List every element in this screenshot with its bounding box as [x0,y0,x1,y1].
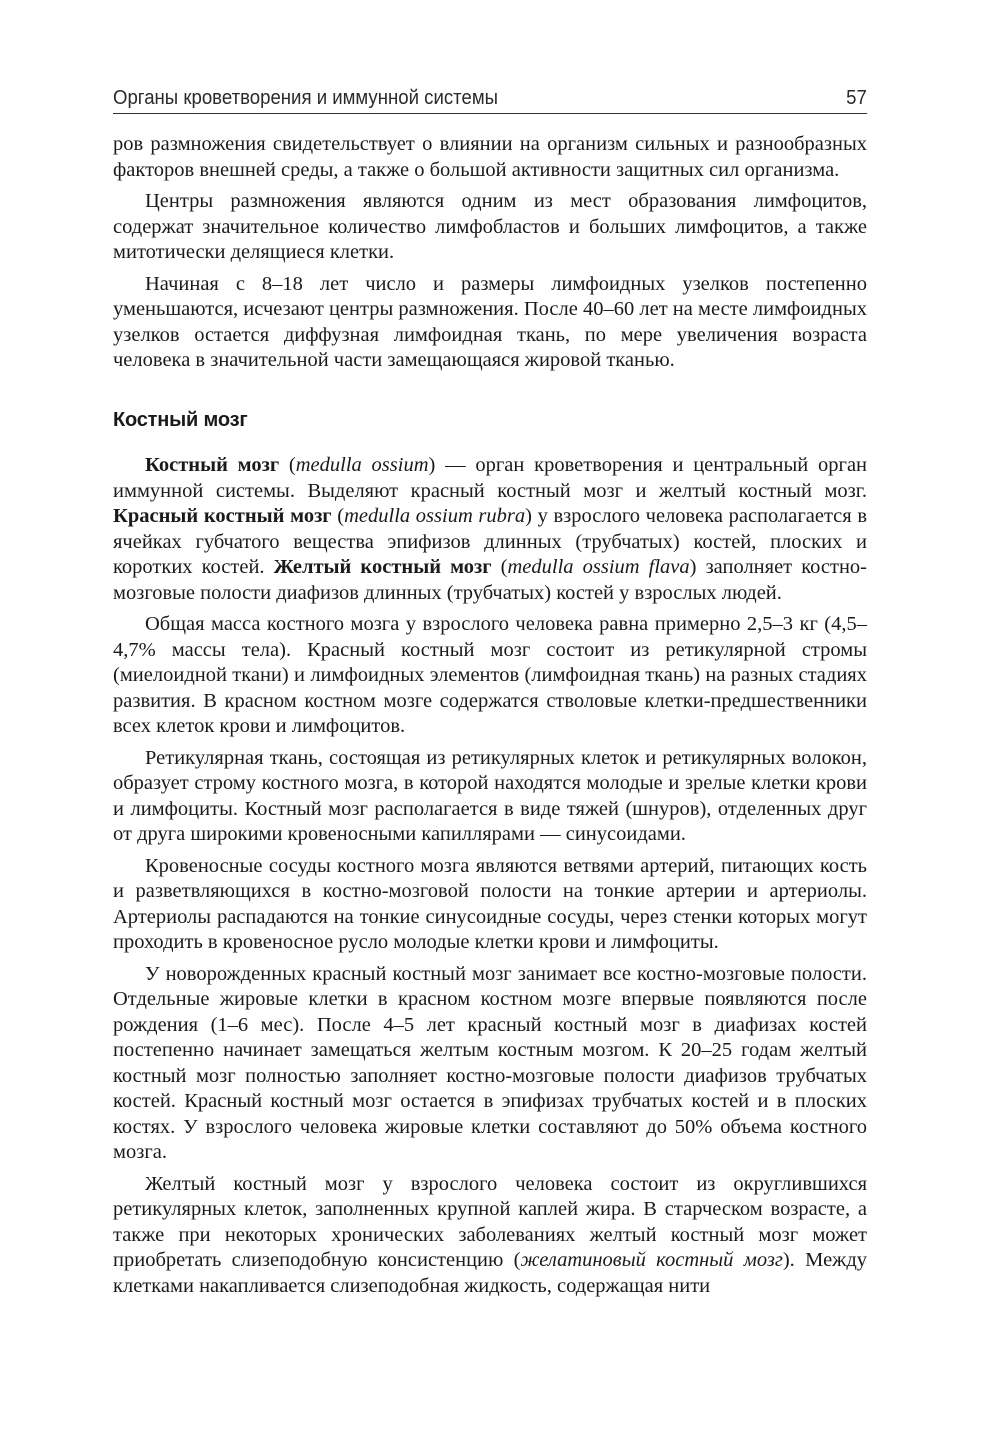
paragraph-yellow-marrow: Желтый костный мозг у взрослого человека состоит из округлившихся ретикулярных клеток, заполненных крупной каплей жира. В старческом возрасте, а также при некоторых хронических заболеваниях желтый костный мозг может приобретать слизеподобную консистенцию (желатиновый костный мозг). Между клетками накапливается слизеподобная жидкость, содержащая нити [113,1172,868,1297]
paragraph-age-changes: Начиная с 8–18 лет число и размеры лимфоидных узелков постепенно уменьшаются, исчезают центры размножения. После 40–60 лет на месте лимфоидных узелков остается диффузная лимфоидная ткань, по мере увеличения возраста человека в значительной части замещающаяся жировой тканью. [113,272,867,371]
paragraph-vessels: Кровеносные сосуды костного мозга являются ветвями артерий, питающих кость и разветвляющихся в костно-мозговой полости на тонкие артерии и артериолы. Артериолы распадаются на тонкие синусоидные сосуды, через стенки которых могут проходить в кровеносное русло молодые клетки крови и лимфоциты. [113,854,867,953]
term-yellow-marrow: Желтый костный мозг [273,556,492,578]
paragraph-germinal-centers: Центры размножения являются одним из мест образования лимфоцитов, содержат значительное количество лимфобластов и больших лимфоцитов, а также митотически делящиеся клетки. [113,190,867,263]
running-header [113,86,867,114]
latin-term: medulla ossium [295,454,429,476]
paragraph-newborn: У новорожденных красный костный мозг занимает все костно-мозговые полости. Отдельные жировые клетки в красном костном мозге впервые появляются после рождения (1–6 мес). После 4–5 лет красный костный мозг в диафизах костей постепенно начинает замещаться желтым костным мозгом. К 20–25 годам желтый костный мозг полностью заполняет костно-мозговые полости диафизов трубчатых костей. Красный костный мозг остается в эпифизах трубчатых костей и в плоских костях. У взрослого человека жировые клетки составляют до 50% объема костного мозга. [113,962,867,1163]
term-red-marrow: Красный костный мозг [113,505,332,527]
term-bone-marrow: Костный мозг [145,454,280,476]
latin-term: medulla ossium flava [507,556,690,578]
paragraph-reticular: Ретикулярная ткань, состоящая из ретикулярных клеток и ретикулярных волокон, образует строму костного мозга, в которой находятся молодые и зрелые клетки крови и лимфоциты. Костный мозг располагается в виде тяжей (шнуров), отделенных друг от друга широкими кровеносными капиллярами — синусоидами. [113,746,867,845]
paragraph-continuation: ров размножения свидетельствует о влиянии на организм сильных и разнообразных факторов внешней среды, а также о большой активности защитных сил организма. [113,133,867,181]
body-text [113,132,867,1299]
page-number: 57 [846,87,867,109]
paragraph-definition: Костный мозг (medulla ossium) — орган кроветворения и центральный орган иммунной системы. Выделяют красный костный мозг и желтый костный мозг. Красный костный мозг (medulla ossium rubra) у взрослого человека располагается в ячейках губчатого вещества эпифизов длинных (трубчатых) костей, плоских и коротких костей. Желтый костный мозг (medulla ossium flava) заполняет костно-мозговые полости диафизов длинных (трубчатых) костей у взрослых людей. [113,454,868,604]
term-gelatinous-marrow: желатиновый костный мозг [520,1249,783,1271]
paragraph-mass: Общая масса костного мозга у взрослого человека равна примерно 2,5–3 кг (4,5–4,7% массы тела). Красный костный мозг состоит из ретикулярной стромы (миелоидной ткани) и лимфоидных элементов (лимфоидная ткань) на разных стадиях развития. В красном костном мозге содержатся стволовые клетки-предшественники всех клеток крови и лимфоцитов. [113,613,867,737]
page [113,86,867,1299]
section-heading: Костный мозг [113,408,248,431]
running-title: Органы кроветворения и иммунной системы [113,87,498,109]
latin-term: medulla ossium rubra [344,505,526,527]
